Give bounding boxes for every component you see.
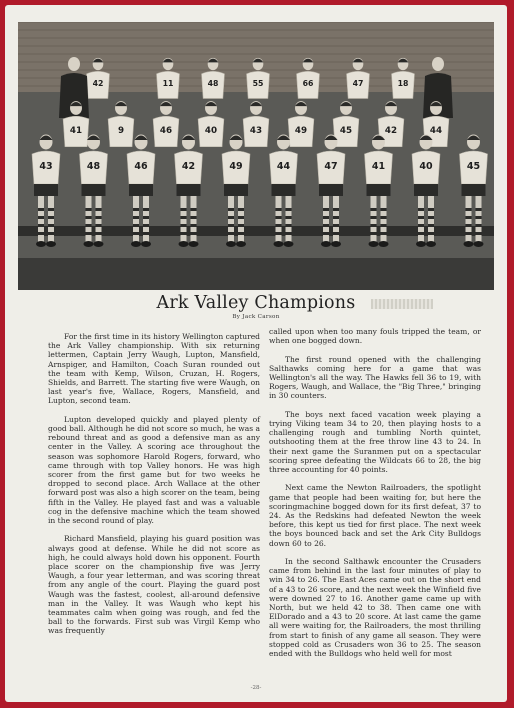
player-shoe — [274, 241, 284, 247]
player-shorts — [414, 184, 438, 196]
coach-head — [432, 57, 444, 71]
player-shorts — [82, 184, 106, 196]
jersey-number: 42 — [181, 161, 196, 172]
player-shoe — [46, 241, 56, 247]
player-shoe — [464, 241, 474, 247]
jersey-number: 43 — [249, 125, 263, 136]
sock-stripe — [191, 216, 197, 219]
player-shorts — [34, 184, 58, 196]
sock-stripe — [466, 216, 472, 219]
sock-stripe — [48, 216, 54, 219]
player-shorts — [272, 184, 296, 196]
sock-stripe — [428, 208, 434, 211]
paragraph: In the second Salthawk encounter the Crusaders came from behind in the last four minutes of play to win 34 to 26. The East Aces came out on the short end of a 43 to 26 score, and the next week the Winfield five were downed 27 to 16. Another game came up with North, but we held 42 to 38. Then came one with ElDorado and a 43 to 20 score. At last came the game all were waiting for, the Railroaders, the most thrilling from start to finish of any game all season. They were stopped cold as Crusaders won 36 to 25. The season ended with the Bulldogs who held well for most — [269, 557, 481, 659]
player-shorts — [319, 184, 343, 196]
sock-stripe — [86, 232, 92, 235]
player-shoe — [179, 241, 189, 247]
sock-stripe — [286, 232, 292, 235]
paragraph: Next came the Newton Railroaders, the spotlight game that people had been waiting for, but here the scoringmachine bogged down for its first defeat, 37 to 24. As the Redskins had defeated Newton the week before, this kept us tied for first place. The next week the boys bounced back and set the Ark City Bulldogs down 60 to 26. — [269, 483, 481, 548]
sock-stripe — [228, 224, 234, 227]
sock-stripe — [181, 232, 187, 235]
sock-stripe — [323, 232, 329, 235]
page-number: -28- — [250, 685, 262, 691]
player-shoe — [189, 241, 199, 247]
player-shoe — [226, 241, 236, 247]
sock-stripe — [276, 208, 282, 211]
sock-stripe — [381, 232, 387, 235]
sock-stripe — [286, 224, 292, 227]
photo-floor — [18, 258, 494, 290]
jersey-number: 46 — [134, 161, 148, 172]
sock-stripe — [96, 232, 102, 235]
sock-stripe — [133, 224, 139, 227]
article-byline: By Jack Carson — [232, 314, 280, 320]
sock-stripe — [133, 232, 139, 235]
article-column-left — [48, 332, 260, 645]
jersey-number: 49 — [294, 125, 308, 136]
player-shorts — [462, 184, 486, 196]
jersey-number: 46 — [159, 125, 173, 136]
jersey-number: 42 — [384, 125, 398, 136]
jersey-number: 41 — [371, 161, 386, 172]
jersey-number: 40 — [419, 161, 433, 172]
sock-stripe — [476, 232, 482, 235]
paragraph: The first round opened with the challenging Salthawks coming here for a game that was Wellington's all the way. The Hawks fell 36 to 19, with Rogers, Waugh, and Wallace, the "Big Three," bringing in 30 counters. — [269, 354, 481, 401]
jersey-number: 41 — [69, 125, 83, 136]
player-shorts — [177, 184, 201, 196]
sock-stripe — [38, 232, 44, 235]
sock-stripe — [238, 232, 244, 235]
player-shoe — [141, 241, 151, 247]
sock-stripe — [143, 232, 149, 235]
jersey-number: 18 — [397, 79, 409, 89]
sock-stripe — [96, 224, 102, 227]
sock-stripe — [48, 224, 54, 227]
jersey-number: 47 — [352, 79, 364, 89]
sock-stripe — [48, 232, 54, 235]
sock-stripe — [428, 216, 434, 219]
paragraph: The boys next faced vacation week playing a trying Viking team 34 to 20, then playing hosts to a challenging rough and tumbling North quintet, outshooting them at the free throw line 43 to 24. In their next game the Suranmen put on a spectacular scoring spree defeating the Wildcats 66 to 28, the big three accounting for 40 points. — [269, 409, 481, 475]
sock-stripe — [238, 224, 244, 227]
sock-stripe — [286, 216, 292, 219]
sock-stripe — [381, 224, 387, 227]
sock-stripe — [86, 224, 92, 227]
player-shoe — [84, 241, 94, 247]
sock-stripe — [96, 208, 102, 211]
sock-stripe — [333, 216, 339, 219]
jersey-number: 42 — [92, 79, 104, 89]
sock-stripe — [276, 224, 282, 227]
player-shoe — [379, 241, 389, 247]
sock-stripe — [371, 224, 377, 227]
sock-stripe — [371, 216, 377, 219]
jersey-number: 47 — [324, 161, 338, 172]
article-column-right — [269, 327, 481, 667]
sock-stripe — [476, 216, 482, 219]
player-shoe — [36, 241, 46, 247]
sock-stripe — [286, 208, 292, 211]
paragraph: Lupton developed quickly and played plenty of good ball. Although he did not score so much, he was a rebound threat and as good a defensive man as any center in the Valley. A scoring ace throughout the season was sophomore Harold Rogers, forward, who came through with top Valley honors. He was high scorer from the first game but for two weeks he dropped to second place. Arch Wallace at the other forward post was also a high scorer on the team, being fifth in the Valley. He played fast and was a valuable cog in the defensive machine which the team showed in the second round of play. — [48, 414, 260, 526]
sock-stripe — [418, 216, 424, 219]
sock-stripe — [133, 208, 139, 211]
coach-head — [68, 57, 80, 71]
player-shoe — [236, 241, 246, 247]
player-shoe — [369, 241, 379, 247]
sock-stripe — [48, 208, 54, 211]
player-shoe — [131, 241, 141, 247]
sock-stripe — [38, 224, 44, 227]
sock-stripe — [333, 224, 339, 227]
sock-stripe — [238, 216, 244, 219]
sock-stripe — [323, 224, 329, 227]
sock-stripe — [428, 232, 434, 235]
player-shoe — [321, 241, 331, 247]
sock-stripe — [181, 224, 187, 227]
sock-stripe — [86, 208, 92, 211]
jersey-number: 40 — [204, 125, 218, 136]
player-shoe — [426, 241, 436, 247]
player-shorts — [129, 184, 153, 196]
paragraph: called upon when too many fouls tripped the team, or when one bogged down. — [269, 327, 481, 346]
sock-stripe — [371, 232, 377, 235]
player-shoe — [416, 241, 426, 247]
jersey-number: 45 — [339, 125, 353, 136]
player-shoe — [331, 241, 341, 247]
jersey-number: 9 — [117, 125, 125, 136]
sock-stripe — [418, 208, 424, 211]
sock-stripe — [466, 232, 472, 235]
sock-stripe — [86, 216, 92, 219]
player-shorts — [224, 184, 248, 196]
article-title: Ark Valley Champions — [156, 293, 356, 313]
sock-stripe — [38, 216, 44, 219]
sock-stripe — [143, 224, 149, 227]
sock-stripe — [418, 224, 424, 227]
jersey-number: 11 — [162, 79, 174, 89]
jersey-number: 66 — [302, 79, 314, 89]
library-stamp — [371, 299, 433, 309]
sock-stripe — [371, 208, 377, 211]
sock-stripe — [476, 224, 482, 227]
sock-stripe — [333, 208, 339, 211]
sock-stripe — [466, 208, 472, 211]
sock-stripe — [181, 216, 187, 219]
player-shoe — [284, 241, 294, 247]
paragraph: Richard Mansfield, playing his guard position was always good at defense. While he did not score as high, he could always hold down his opponent. Fourth place scorer on the championship five was Jerry Waugh, a four year letterman, and was scoring threat from any angle of the court. Playing the guard post Waugh was the fastest, coolest, all-around defensive man in the Valley. It was Waugh who kept his teammates calm when going was rough, and fed the ball to the forwards. First sub was Virgil Kemp who was frequently — [48, 534, 260, 636]
sock-stripe — [476, 208, 482, 211]
jersey-number: 44 — [276, 161, 291, 172]
sock-stripe — [381, 208, 387, 211]
player-shoe — [94, 241, 104, 247]
sock-stripe — [143, 216, 149, 219]
sock-stripe — [96, 216, 102, 219]
jersey-number: 55 — [252, 79, 264, 89]
sock-stripe — [38, 208, 44, 211]
sock-stripe — [191, 232, 197, 235]
team-photograph — [18, 22, 494, 290]
jersey-number: 43 — [39, 161, 53, 172]
jersey-number: 45 — [466, 161, 481, 172]
sock-stripe — [333, 232, 339, 235]
sock-stripe — [228, 216, 234, 219]
sock-stripe — [276, 216, 282, 219]
sock-stripe — [381, 216, 387, 219]
sock-stripe — [228, 232, 234, 235]
jersey-number: 49 — [229, 161, 243, 172]
sock-stripe — [133, 216, 139, 219]
player-shorts — [367, 184, 391, 196]
jersey-number: 44 — [429, 125, 443, 136]
yearbook-page — [5, 5, 507, 702]
team-photo-illustration — [18, 22, 494, 290]
sock-stripe — [466, 224, 472, 227]
sock-stripe — [323, 208, 329, 211]
player-shoe — [474, 241, 484, 247]
sock-stripe — [238, 208, 244, 211]
sock-stripe — [428, 224, 434, 227]
sock-stripe — [191, 224, 197, 227]
sock-stripe — [228, 208, 234, 211]
jersey-number: 48 — [207, 79, 219, 89]
paragraph: For the first time in its history Wellington captured the Ark Valley championship. With six returning lettermen, Captain Jerry Waugh, Lupton, Mansfield, Arnspiger, and Hamilton, Coach Suran rounded out the team with Kemp, Wilson, Cruzan, H. Rogers, Shields, and Barrett. The starting five were Waugh, on last year's five, Wallace, Rogers, Mansfield, and Lupton, second team. — [48, 332, 260, 406]
sock-stripe — [181, 208, 187, 211]
jersey-number: 48 — [86, 161, 101, 172]
sock-stripe — [191, 208, 197, 211]
sock-stripe — [418, 232, 424, 235]
sock-stripe — [276, 232, 282, 235]
sock-stripe — [143, 208, 149, 211]
sock-stripe — [323, 216, 329, 219]
